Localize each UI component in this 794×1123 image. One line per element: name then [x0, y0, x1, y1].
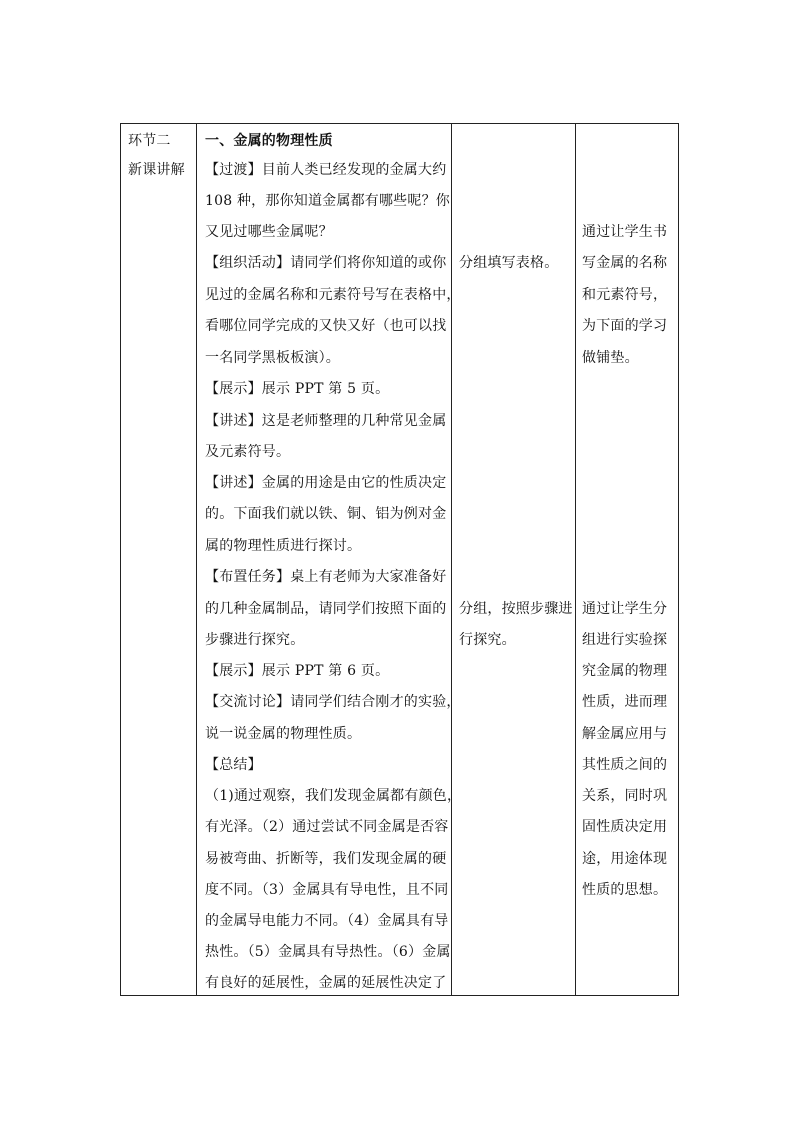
design-intent-cell — [576, 124, 679, 996]
stage-label-line1: 环节二 — [128, 133, 171, 149]
content-line: 【总结】 — [205, 757, 262, 773]
content-line: 看哪位同学完成的又快又好（也可以找 — [205, 318, 447, 334]
intent-2-line: 关系，同时巩 — [582, 788, 668, 804]
content-line: 【过渡】目前人类已经发现的金属大约 — [205, 162, 447, 178]
content-line: 【展示】展示 PPT 第 5 页。 — [205, 381, 390, 397]
intent-2-line: 解金属应用与 — [582, 726, 668, 742]
intent-2-line: 途，用途体现 — [582, 851, 668, 867]
content-line: 的金属导电能力不同。（4）金属具有导 — [205, 913, 449, 929]
intent-1-line: 写金属的名称 — [582, 255, 668, 271]
student-activity-1: 分组填写表格。 — [459, 255, 559, 271]
content-line: 【布置任务】桌上有老师为大家准备好 — [205, 569, 447, 585]
content-line: 说一说金属的物理性质。 — [205, 726, 362, 742]
content-line: 【讲述】金属的用途是由它的性质决定 — [205, 475, 447, 491]
stage-label-line2: 新课讲解 — [128, 162, 185, 178]
content-line: 有光泽。（2）通过尝试不同金属是否容 — [205, 819, 449, 835]
content-line: 步骤进行探究。 — [205, 632, 305, 648]
student-activity-2-line: 行探究。 — [459, 632, 516, 648]
content-line: 度不同。（3）金属具有导电性，且不同 — [205, 882, 449, 898]
student-activity-2-line: 分组，按照步骤进 — [459, 601, 573, 617]
content-line: 易被弯曲、折断等，我们发现金属的硬 — [205, 851, 447, 867]
stage-cell — [121, 124, 197, 996]
intent-1-line: 通过让学生书 — [582, 224, 668, 240]
intent-2-line: 组进行实验探 — [582, 632, 668, 648]
intent-2-line: 性质的思想。 — [582, 882, 668, 898]
student-activity-cell — [452, 124, 576, 996]
intent-2-line: 通过让学生分 — [582, 601, 668, 617]
content-line: 108 种，那你知道金属都有哪些呢？你 — [205, 193, 450, 209]
lesson-plan-table — [120, 123, 679, 996]
intent-1-line: 做铺垫。 — [582, 350, 639, 366]
intent-1-line: 和元素符号， — [582, 287, 668, 303]
content-line: 有良好的延展性，金属的延展性决定了 — [205, 975, 447, 991]
content-line: 属的物理性质进行探讨。 — [205, 538, 362, 554]
intent-2-line: 固性质决定用 — [582, 819, 668, 835]
content-line: 一名同学黑板板演）。 — [205, 350, 340, 366]
content-line: 【交流讨论】请同学们结合刚才的实验， — [205, 694, 461, 710]
content-line: 又见过哪些金属呢？ — [205, 224, 333, 240]
intent-1-line: 为下面的学习 — [582, 318, 668, 334]
content-line: （1)通过观察，我们发现金属都有颜色， — [205, 788, 462, 804]
content-line: 见过的金属名称和元素符号写在表格中， — [205, 287, 461, 303]
intent-2-line: 其性质之间的 — [582, 757, 668, 773]
content-line: 及元素符号。 — [205, 444, 291, 460]
content-line: 【讲述】这是老师整理的几种常见金属 — [205, 413, 447, 429]
section-heading: 一、金属的物理性质 — [205, 133, 333, 149]
content-line: 热性。（5）金属具有导热性。（6）金属 — [205, 944, 451, 960]
intent-2-line: 性质，进而理 — [582, 694, 668, 710]
content-line: 【组织活动】请同学们将你知道的或你 — [205, 255, 447, 271]
content-cell — [197, 124, 462, 996]
content-line: 的几种金属制品，请同学们按照下面的 — [205, 601, 447, 617]
intent-2-line: 究金属的物理 — [582, 663, 668, 679]
content-line: 的。下面我们就以铁、铜、铝为例对金 — [205, 506, 447, 522]
content-line: 【展示】展示 PPT 第 6 页。 — [205, 663, 390, 679]
